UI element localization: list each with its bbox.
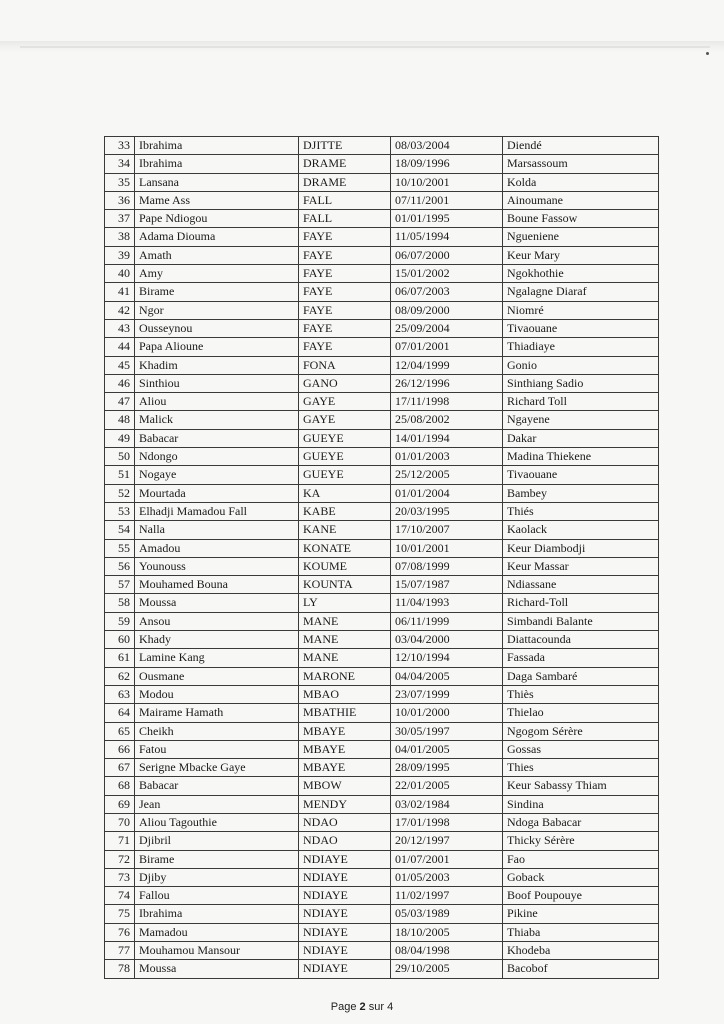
birth-date-cell: 20/12/1997 — [391, 832, 503, 850]
birth-date-cell: 01/01/2004 — [391, 484, 503, 502]
row-number-cell: 46 — [105, 374, 135, 392]
birth-place-cell: Ngogom Sérère — [503, 722, 659, 740]
birth-place-cell: Ngokhothie — [503, 265, 659, 283]
table-row — [105, 667, 659, 685]
birth-date-cell: 06/11/1999 — [391, 612, 503, 630]
birth-place-cell: Kolda — [503, 173, 659, 191]
birth-place-cell: Thiès — [503, 685, 659, 703]
table-row — [105, 265, 659, 283]
birth-place-cell: Thicky Sérère — [503, 832, 659, 850]
last-name-cell: NDIAYE — [299, 887, 391, 905]
first-name-cell: Khadim — [135, 356, 299, 374]
birth-place-cell: Khodeba — [503, 942, 659, 960]
first-name-cell: Pape Ndiogou — [135, 210, 299, 228]
last-name-cell: MANE — [299, 631, 391, 649]
birth-date-cell: 01/01/1995 — [391, 210, 503, 228]
birth-place-cell: Diattacounda — [503, 631, 659, 649]
birth-date-cell: 06/07/2000 — [391, 246, 503, 264]
first-name-cell: Fatou — [135, 740, 299, 758]
birth-date-cell: 05/03/1989 — [391, 905, 503, 923]
table-row — [105, 301, 659, 319]
row-number-cell: 50 — [105, 448, 135, 466]
birth-place-cell: Sinthiang Sadio — [503, 374, 659, 392]
row-number-cell: 63 — [105, 685, 135, 703]
birth-date-cell: 03/04/2000 — [391, 631, 503, 649]
birth-date-cell: 08/04/1998 — [391, 942, 503, 960]
first-name-cell: Ansou — [135, 612, 299, 630]
first-name-cell: Lansana — [135, 173, 299, 191]
birth-date-cell: 10/01/2001 — [391, 539, 503, 557]
birth-date-cell: 20/03/1995 — [391, 502, 503, 520]
last-name-cell: KOUNTA — [299, 576, 391, 594]
last-name-cell: NDAO — [299, 832, 391, 850]
last-name-cell: KA — [299, 484, 391, 502]
first-name-cell: Ousseynou — [135, 319, 299, 337]
row-number-cell: 40 — [105, 265, 135, 283]
row-number-cell: 38 — [105, 228, 135, 246]
table-row — [105, 173, 659, 191]
birth-date-cell: 06/07/2003 — [391, 283, 503, 301]
first-name-cell: Elhadji Mamadou Fall — [135, 502, 299, 520]
last-name-cell: NDIAYE — [299, 942, 391, 960]
table-row — [105, 338, 659, 356]
birth-date-cell: 01/05/2003 — [391, 868, 503, 886]
last-name-cell: DRAME — [299, 155, 391, 173]
row-number-cell: 69 — [105, 795, 135, 813]
table-row — [105, 832, 659, 850]
table-row — [105, 429, 659, 447]
footer-total-pages: 4 — [387, 1001, 394, 1013]
table-row — [105, 612, 659, 630]
table-row — [105, 228, 659, 246]
scan-artifact-line — [20, 46, 710, 48]
birth-place-cell: Marsassoum — [503, 155, 659, 173]
first-name-cell: Mamadou — [135, 923, 299, 941]
table-row — [105, 210, 659, 228]
first-name-cell: Serigne Mbacke Gaye — [135, 759, 299, 777]
last-name-cell: KONATE — [299, 539, 391, 557]
first-name-cell: Djibril — [135, 832, 299, 850]
last-name-cell: FAYE — [299, 283, 391, 301]
birth-place-cell: Fao — [503, 850, 659, 868]
first-name-cell: Birame — [135, 283, 299, 301]
birth-place-cell: Keur Massar — [503, 557, 659, 575]
first-name-cell: Mourtada — [135, 484, 299, 502]
birth-place-cell: Sindina — [503, 795, 659, 813]
last-name-cell: MBAYE — [299, 740, 391, 758]
row-number-cell: 76 — [105, 923, 135, 941]
last-name-cell: FAYE — [299, 228, 391, 246]
last-name-cell: GANO — [299, 374, 391, 392]
first-name-cell: Ibrahima — [135, 137, 299, 155]
row-number-cell: 66 — [105, 740, 135, 758]
row-number-cell: 78 — [105, 960, 135, 978]
last-name-cell: FAYE — [299, 265, 391, 283]
first-name-cell: Fallou — [135, 887, 299, 905]
birth-place-cell: Diendé — [503, 137, 659, 155]
birth-place-cell: Thies — [503, 759, 659, 777]
birth-place-cell: Bacobof — [503, 960, 659, 978]
table-row — [105, 448, 659, 466]
first-name-cell: Amadou — [135, 539, 299, 557]
table-row — [105, 594, 659, 612]
table-row — [105, 319, 659, 337]
first-name-cell: Nalla — [135, 521, 299, 539]
table-row — [105, 704, 659, 722]
last-name-cell: NDIAYE — [299, 850, 391, 868]
last-name-cell: MARONE — [299, 667, 391, 685]
birth-date-cell: 25/08/2002 — [391, 411, 503, 429]
last-name-cell: FALL — [299, 210, 391, 228]
birth-date-cell: 29/10/2005 — [391, 960, 503, 978]
row-number-cell: 64 — [105, 704, 135, 722]
table-row — [105, 411, 659, 429]
last-name-cell: GUEYE — [299, 429, 391, 447]
last-name-cell: MBAYE — [299, 722, 391, 740]
birth-place-cell: Fassada — [503, 649, 659, 667]
last-name-cell: GUEYE — [299, 448, 391, 466]
table-row — [105, 137, 659, 155]
table-row — [105, 521, 659, 539]
row-number-cell: 53 — [105, 502, 135, 520]
last-name-cell: NDIAYE — [299, 923, 391, 941]
birth-date-cell: 04/01/2005 — [391, 740, 503, 758]
last-name-cell: MBAYE — [299, 759, 391, 777]
first-name-cell: Sinthiou — [135, 374, 299, 392]
first-name-cell: Babacar — [135, 429, 299, 447]
row-number-cell: 54 — [105, 521, 135, 539]
birth-date-cell: 17/11/1998 — [391, 393, 503, 411]
birth-date-cell: 17/01/1998 — [391, 813, 503, 831]
table-row — [105, 740, 659, 758]
birth-place-cell: Boof Poupouye — [503, 887, 659, 905]
row-number-cell: 41 — [105, 283, 135, 301]
table-row — [105, 850, 659, 868]
first-name-cell: Khady — [135, 631, 299, 649]
first-name-cell: Amy — [135, 265, 299, 283]
candidate-table-body — [105, 137, 659, 979]
first-name-cell: Lamine Kang — [135, 649, 299, 667]
first-name-cell: Jean — [135, 795, 299, 813]
row-number-cell: 61 — [105, 649, 135, 667]
birth-place-cell: Ndoga Babacar — [503, 813, 659, 831]
birth-date-cell: 01/01/2003 — [391, 448, 503, 466]
birth-place-cell: Simbandi Balante — [503, 612, 659, 630]
birth-date-cell: 23/07/1999 — [391, 685, 503, 703]
birth-date-cell: 03/02/1984 — [391, 795, 503, 813]
first-name-cell: Younouss — [135, 557, 299, 575]
first-name-cell: Mouhamou Mansour — [135, 942, 299, 960]
row-number-cell: 37 — [105, 210, 135, 228]
birth-place-cell: Gossas — [503, 740, 659, 758]
first-name-cell: Birame — [135, 850, 299, 868]
birth-place-cell: Tivaouane — [503, 466, 659, 484]
last-name-cell: MENDY — [299, 795, 391, 813]
birth-date-cell: 11/05/1994 — [391, 228, 503, 246]
last-name-cell: MBAO — [299, 685, 391, 703]
table-row — [105, 905, 659, 923]
row-number-cell: 62 — [105, 667, 135, 685]
birth-place-cell: Keur Diambodji — [503, 539, 659, 557]
birth-place-cell: Richard-Toll — [503, 594, 659, 612]
first-name-cell: Ibrahima — [135, 905, 299, 923]
last-name-cell: MANE — [299, 649, 391, 667]
birth-date-cell: 01/07/2001 — [391, 850, 503, 868]
table-row — [105, 777, 659, 795]
table-row — [105, 356, 659, 374]
last-name-cell: NDAO — [299, 813, 391, 831]
birth-place-cell: Madina Thiekene — [503, 448, 659, 466]
birth-date-cell: 08/09/2000 — [391, 301, 503, 319]
birth-date-cell: 08/03/2004 — [391, 137, 503, 155]
row-number-cell: 39 — [105, 246, 135, 264]
birth-place-cell: Ngalagne Diaraf — [503, 283, 659, 301]
birth-date-cell: 18/10/2005 — [391, 923, 503, 941]
row-number-cell: 68 — [105, 777, 135, 795]
last-name-cell: DJITTE — [299, 137, 391, 155]
last-name-cell: FAYE — [299, 319, 391, 337]
birth-date-cell: 26/12/1996 — [391, 374, 503, 392]
first-name-cell: Ibrahima — [135, 155, 299, 173]
birth-date-cell: 18/09/1996 — [391, 155, 503, 173]
row-number-cell: 44 — [105, 338, 135, 356]
birth-date-cell: 28/09/1995 — [391, 759, 503, 777]
last-name-cell: FAYE — [299, 246, 391, 264]
birth-date-cell: 15/07/1987 — [391, 576, 503, 594]
table-row — [105, 923, 659, 941]
birth-place-cell: Keur Sabassy Thiam — [503, 777, 659, 795]
birth-date-cell: 14/01/1994 — [391, 429, 503, 447]
birth-place-cell: Boune Fassow — [503, 210, 659, 228]
row-number-cell: 74 — [105, 887, 135, 905]
last-name-cell: NDIAYE — [299, 868, 391, 886]
row-number-cell: 51 — [105, 466, 135, 484]
last-name-cell: DRAME — [299, 173, 391, 191]
row-number-cell: 55 — [105, 539, 135, 557]
row-number-cell: 77 — [105, 942, 135, 960]
birth-date-cell: 25/09/2004 — [391, 319, 503, 337]
row-number-cell: 58 — [105, 594, 135, 612]
table-row — [105, 155, 659, 173]
birth-date-cell: 15/01/2002 — [391, 265, 503, 283]
last-name-cell: KOUME — [299, 557, 391, 575]
table-row — [105, 685, 659, 703]
birth-place-cell: Bambey — [503, 484, 659, 502]
first-name-cell: Mairame Hamath — [135, 704, 299, 722]
last-name-cell: GAYE — [299, 393, 391, 411]
first-name-cell: Aliou — [135, 393, 299, 411]
first-name-cell: Ndongo — [135, 448, 299, 466]
table-row — [105, 466, 659, 484]
first-name-cell: Djiby — [135, 868, 299, 886]
birth-date-cell: 11/02/1997 — [391, 887, 503, 905]
row-number-cell: 65 — [105, 722, 135, 740]
first-name-cell: Nogaye — [135, 466, 299, 484]
row-number-cell: 60 — [105, 631, 135, 649]
last-name-cell: FAYE — [299, 301, 391, 319]
birth-place-cell: Niomré — [503, 301, 659, 319]
last-name-cell: MBATHIE — [299, 704, 391, 722]
row-number-cell: 59 — [105, 612, 135, 630]
table-row — [105, 813, 659, 831]
table-row — [105, 283, 659, 301]
last-name-cell: GUEYE — [299, 466, 391, 484]
birth-place-cell: Thielao — [503, 704, 659, 722]
row-number-cell: 35 — [105, 173, 135, 191]
table-row — [105, 960, 659, 978]
row-number-cell: 56 — [105, 557, 135, 575]
table-row — [105, 502, 659, 520]
table-row — [105, 868, 659, 886]
birth-date-cell: 17/10/2007 — [391, 521, 503, 539]
birth-date-cell: 25/12/2005 — [391, 466, 503, 484]
table-row — [105, 795, 659, 813]
birth-place-cell: Ngayene — [503, 411, 659, 429]
row-number-cell: 52 — [105, 484, 135, 502]
table-row — [105, 484, 659, 502]
last-name-cell: KANE — [299, 521, 391, 539]
first-name-cell: Modou — [135, 685, 299, 703]
first-name-cell: Moussa — [135, 960, 299, 978]
table-row — [105, 191, 659, 209]
row-number-cell: 75 — [105, 905, 135, 923]
page-footer — [0, 1001, 724, 1013]
first-name-cell: Mame Ass — [135, 191, 299, 209]
last-name-cell: FALL — [299, 191, 391, 209]
birth-place-cell: Tivaouane — [503, 319, 659, 337]
table-row — [105, 246, 659, 264]
row-number-cell: 33 — [105, 137, 135, 155]
row-number-cell: 42 — [105, 301, 135, 319]
candidate-table — [104, 136, 659, 979]
birth-place-cell: Keur Mary — [503, 246, 659, 264]
row-number-cell: 71 — [105, 832, 135, 850]
last-name-cell: GAYE — [299, 411, 391, 429]
row-number-cell: 45 — [105, 356, 135, 374]
birth-place-cell: Ngueniene — [503, 228, 659, 246]
birth-place-cell: Kaolack — [503, 521, 659, 539]
row-number-cell: 73 — [105, 868, 135, 886]
table-row — [105, 374, 659, 392]
birth-date-cell: 11/04/1993 — [391, 594, 503, 612]
table-row — [105, 576, 659, 594]
birth-place-cell: Pikine — [503, 905, 659, 923]
row-number-cell: 47 — [105, 393, 135, 411]
footer-prefix: Page — [330, 1001, 357, 1013]
scan-artifact-dot — [706, 52, 709, 55]
row-number-cell: 49 — [105, 429, 135, 447]
birth-date-cell: 04/04/2005 — [391, 667, 503, 685]
table-row — [105, 887, 659, 905]
last-name-cell: KABE — [299, 502, 391, 520]
birth-place-cell: Ainoumane — [503, 191, 659, 209]
birth-place-cell: Thiaba — [503, 923, 659, 941]
table-row — [105, 942, 659, 960]
birth-place-cell: Daga Sambaré — [503, 667, 659, 685]
birth-date-cell: 12/10/1994 — [391, 649, 503, 667]
birth-place-cell: Thiés — [503, 502, 659, 520]
birth-date-cell: 07/01/2001 — [391, 338, 503, 356]
row-number-cell: 70 — [105, 813, 135, 831]
last-name-cell: MBOW — [299, 777, 391, 795]
first-name-cell: Adama Diouma — [135, 228, 299, 246]
table-row — [105, 557, 659, 575]
birth-place-cell: Goback — [503, 868, 659, 886]
first-name-cell: Cheikh — [135, 722, 299, 740]
birth-place-cell: Ndiassane — [503, 576, 659, 594]
last-name-cell: FONA — [299, 356, 391, 374]
birth-date-cell: 30/05/1997 — [391, 722, 503, 740]
table-row — [105, 759, 659, 777]
row-number-cell: 43 — [105, 319, 135, 337]
last-name-cell: FAYE — [299, 338, 391, 356]
first-name-cell: Aliou Tagouthie — [135, 813, 299, 831]
first-name-cell: Papa Alioune — [135, 338, 299, 356]
birth-place-cell: Dakar — [503, 429, 659, 447]
first-name-cell: Ngor — [135, 301, 299, 319]
first-name-cell: Ousmane — [135, 667, 299, 685]
birth-place-cell: Richard Toll — [503, 393, 659, 411]
first-name-cell: Amath — [135, 246, 299, 264]
last-name-cell: LY — [299, 594, 391, 612]
birth-date-cell: 12/04/1999 — [391, 356, 503, 374]
table-row — [105, 393, 659, 411]
first-name-cell: Mouhamed Bouna — [135, 576, 299, 594]
first-name-cell: Malick — [135, 411, 299, 429]
birth-date-cell: 22/01/2005 — [391, 777, 503, 795]
row-number-cell: 72 — [105, 850, 135, 868]
row-number-cell: 48 — [105, 411, 135, 429]
last-name-cell: NDIAYE — [299, 905, 391, 923]
table-row — [105, 722, 659, 740]
birth-place-cell: Thiadiaye — [503, 338, 659, 356]
table-row — [105, 539, 659, 557]
first-name-cell: Moussa — [135, 594, 299, 612]
last-name-cell: NDIAYE — [299, 960, 391, 978]
birth-date-cell: 10/10/2001 — [391, 173, 503, 191]
row-number-cell: 57 — [105, 576, 135, 594]
birth-date-cell: 10/01/2000 — [391, 704, 503, 722]
row-number-cell: 34 — [105, 155, 135, 173]
row-number-cell: 67 — [105, 759, 135, 777]
row-number-cell: 36 — [105, 191, 135, 209]
birth-date-cell: 07/08/1999 — [391, 557, 503, 575]
birth-place-cell: Gonio — [503, 356, 659, 374]
last-name-cell: MANE — [299, 612, 391, 630]
birth-date-cell: 07/11/2001 — [391, 191, 503, 209]
first-name-cell: Babacar — [135, 777, 299, 795]
footer-page-number: 2 — [359, 1001, 366, 1013]
table-row — [105, 631, 659, 649]
table-row — [105, 649, 659, 667]
footer-middle: sur — [368, 1001, 385, 1013]
